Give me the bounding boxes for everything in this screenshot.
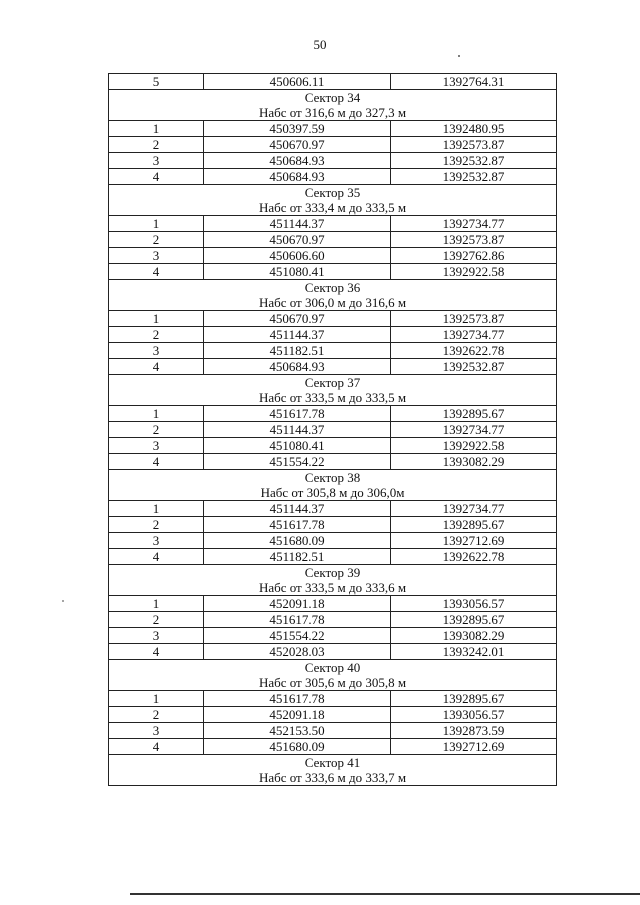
table-row <box>109 311 557 327</box>
y-coordinate: 1392532.87 <box>391 169 557 185</box>
y-coordinate: 1392734.77 <box>391 501 557 517</box>
table-row <box>109 232 557 248</box>
y-coordinate: 1393056.57 <box>391 596 557 612</box>
point-index: 2 <box>109 422 204 438</box>
sector-title-row <box>109 90 557 106</box>
scan-speck <box>458 55 460 57</box>
point-index: 4 <box>109 169 204 185</box>
x-coordinate: 451144.37 <box>204 327 391 343</box>
table-row <box>109 707 557 723</box>
point-index: 4 <box>109 549 204 565</box>
table-row <box>109 628 557 644</box>
point-index: 3 <box>109 628 204 644</box>
point-index: 2 <box>109 232 204 248</box>
sector-title: Сектор 34 <box>109 90 557 106</box>
y-coordinate: 1392573.87 <box>391 311 557 327</box>
y-coordinate: 1392622.78 <box>391 343 557 359</box>
table-row <box>109 422 557 438</box>
y-coordinate: 1392922.58 <box>391 264 557 280</box>
x-coordinate: 451680.09 <box>204 533 391 549</box>
sector-title: Сектор 36 <box>109 280 557 296</box>
y-coordinate: 1392712.69 <box>391 739 557 755</box>
sector-title: Сектор 41 <box>109 755 557 771</box>
x-coordinate: 451080.41 <box>204 264 391 280</box>
point-index: 5 <box>109 74 204 90</box>
y-coordinate: 1392895.67 <box>391 691 557 707</box>
table-row <box>109 406 557 422</box>
point-index: 2 <box>109 327 204 343</box>
table-row <box>109 137 557 153</box>
x-coordinate: 452091.18 <box>204 596 391 612</box>
y-coordinate: 1393082.29 <box>391 628 557 644</box>
table-row <box>109 517 557 533</box>
y-coordinate: 1392734.77 <box>391 216 557 232</box>
y-coordinate: 1392734.77 <box>391 327 557 343</box>
table-row <box>109 644 557 660</box>
sector-altitude-row <box>109 580 557 596</box>
point-index: 3 <box>109 153 204 169</box>
y-coordinate: 1392895.67 <box>391 406 557 422</box>
table-row <box>109 739 557 755</box>
sector-title: Сектор 37 <box>109 375 557 391</box>
x-coordinate: 450606.60 <box>204 248 391 264</box>
table-row <box>109 612 557 628</box>
sector-title-row <box>109 470 557 486</box>
table-row <box>109 501 557 517</box>
table-row <box>109 343 557 359</box>
y-coordinate: 1392532.87 <box>391 153 557 169</box>
table-row <box>109 438 557 454</box>
x-coordinate: 452028.03 <box>204 644 391 660</box>
x-coordinate: 451182.51 <box>204 549 391 565</box>
table-row <box>109 74 557 90</box>
y-coordinate: 1392764.31 <box>391 74 557 90</box>
point-index: 4 <box>109 264 204 280</box>
point-index: 3 <box>109 343 204 359</box>
sector-altitude: Набс от 305,8 м до 306,0м <box>109 485 557 501</box>
x-coordinate: 451617.78 <box>204 517 391 533</box>
table-row <box>109 454 557 470</box>
table-row <box>109 327 557 343</box>
point-index: 1 <box>109 311 204 327</box>
sector-title-row <box>109 755 557 771</box>
table-row <box>109 216 557 232</box>
y-coordinate: 1392573.87 <box>391 137 557 153</box>
x-coordinate: 450670.97 <box>204 137 391 153</box>
table-row <box>109 248 557 264</box>
x-coordinate: 450670.97 <box>204 232 391 248</box>
table-row <box>109 723 557 739</box>
table-row <box>109 121 557 137</box>
y-coordinate: 1392922.58 <box>391 438 557 454</box>
scan-speck <box>62 600 64 602</box>
sector-altitude: Набс от 333,4 м до 333,5 м <box>109 200 557 216</box>
table-row <box>109 691 557 707</box>
table-row <box>109 533 557 549</box>
y-coordinate: 1392573.87 <box>391 232 557 248</box>
sector-altitude-row <box>109 675 557 691</box>
page-number: 50 <box>313 37 327 52</box>
sector-altitude-row <box>109 485 557 501</box>
x-coordinate: 451144.37 <box>204 501 391 517</box>
point-index: 4 <box>109 739 204 755</box>
sector-altitude: Набс от 306,0 м до 316,6 м <box>109 295 557 311</box>
sector-title-row <box>109 660 557 676</box>
sector-altitude: Набс от 333,5 м до 333,6 м <box>109 580 557 596</box>
point-index: 3 <box>109 438 204 454</box>
point-index: 3 <box>109 533 204 549</box>
point-index: 4 <box>109 454 204 470</box>
x-coordinate: 450670.97 <box>204 311 391 327</box>
y-coordinate: 1393082.29 <box>391 454 557 470</box>
y-coordinate: 1393242.01 <box>391 644 557 660</box>
sector-altitude: Набс от 333,6 м до 333,7 м <box>109 770 557 786</box>
x-coordinate: 451182.51 <box>204 343 391 359</box>
sector-title: Сектор 39 <box>109 565 557 581</box>
x-coordinate: 451617.78 <box>204 406 391 422</box>
point-index: 1 <box>109 406 204 422</box>
x-coordinate: 451617.78 <box>204 612 391 628</box>
point-index: 1 <box>109 691 204 707</box>
y-coordinate: 1392712.69 <box>391 533 557 549</box>
sector-altitude-row <box>109 390 557 406</box>
x-coordinate: 450606.11 <box>204 74 391 90</box>
x-coordinate: 451680.09 <box>204 739 391 755</box>
x-coordinate: 452091.18 <box>204 707 391 723</box>
x-coordinate: 450684.93 <box>204 153 391 169</box>
y-coordinate: 1392895.67 <box>391 517 557 533</box>
sector-altitude: Набс от 305,6 м до 305,8 м <box>109 675 557 691</box>
table-row <box>109 153 557 169</box>
x-coordinate: 452153.50 <box>204 723 391 739</box>
sector-altitude-row <box>109 200 557 216</box>
point-index: 1 <box>109 216 204 232</box>
sector-altitude: Набс от 333,5 м до 333,5 м <box>109 390 557 406</box>
x-coordinate: 450397.59 <box>204 121 391 137</box>
sector-title-row <box>109 565 557 581</box>
point-index: 3 <box>109 723 204 739</box>
y-coordinate: 1392895.67 <box>391 612 557 628</box>
y-coordinate: 1393056.57 <box>391 707 557 723</box>
y-coordinate: 1392480.95 <box>391 121 557 137</box>
sector-altitude-row <box>109 770 557 786</box>
point-index: 4 <box>109 644 204 660</box>
sector-altitude: Набс от 316,6 м до 327,3 м <box>109 105 557 121</box>
x-coordinate: 451144.37 <box>204 216 391 232</box>
sector-title: Сектор 38 <box>109 470 557 486</box>
table-row <box>109 264 557 280</box>
point-index: 2 <box>109 612 204 628</box>
x-coordinate: 450684.93 <box>204 359 391 375</box>
table-row <box>109 359 557 375</box>
point-index: 1 <box>109 596 204 612</box>
y-coordinate: 1392873.59 <box>391 723 557 739</box>
table-row <box>109 169 557 185</box>
point-index: 2 <box>109 137 204 153</box>
y-coordinate: 1392622.78 <box>391 549 557 565</box>
sector-title-row <box>109 185 557 201</box>
x-coordinate: 451144.37 <box>204 422 391 438</box>
y-coordinate: 1392734.77 <box>391 422 557 438</box>
point-index: 2 <box>109 517 204 533</box>
coordinates-table <box>108 73 557 786</box>
x-coordinate: 451554.22 <box>204 454 391 470</box>
sector-altitude-row <box>109 105 557 121</box>
sector-altitude-row <box>109 295 557 311</box>
point-index: 4 <box>109 359 204 375</box>
table-row <box>109 549 557 565</box>
point-index: 1 <box>109 121 204 137</box>
sector-title-row <box>109 280 557 296</box>
x-coordinate: 451554.22 <box>204 628 391 644</box>
sector-title-row <box>109 375 557 391</box>
point-index: 2 <box>109 707 204 723</box>
sector-title: Сектор 35 <box>109 185 557 201</box>
point-index: 1 <box>109 501 204 517</box>
x-coordinate: 451617.78 <box>204 691 391 707</box>
point-index: 3 <box>109 248 204 264</box>
table-row <box>109 596 557 612</box>
scan-edge-line <box>130 893 640 895</box>
x-coordinate: 451080.41 <box>204 438 391 454</box>
y-coordinate: 1392762.86 <box>391 248 557 264</box>
sector-title: Сектор 40 <box>109 660 557 676</box>
y-coordinate: 1392532.87 <box>391 359 557 375</box>
x-coordinate: 450684.93 <box>204 169 391 185</box>
